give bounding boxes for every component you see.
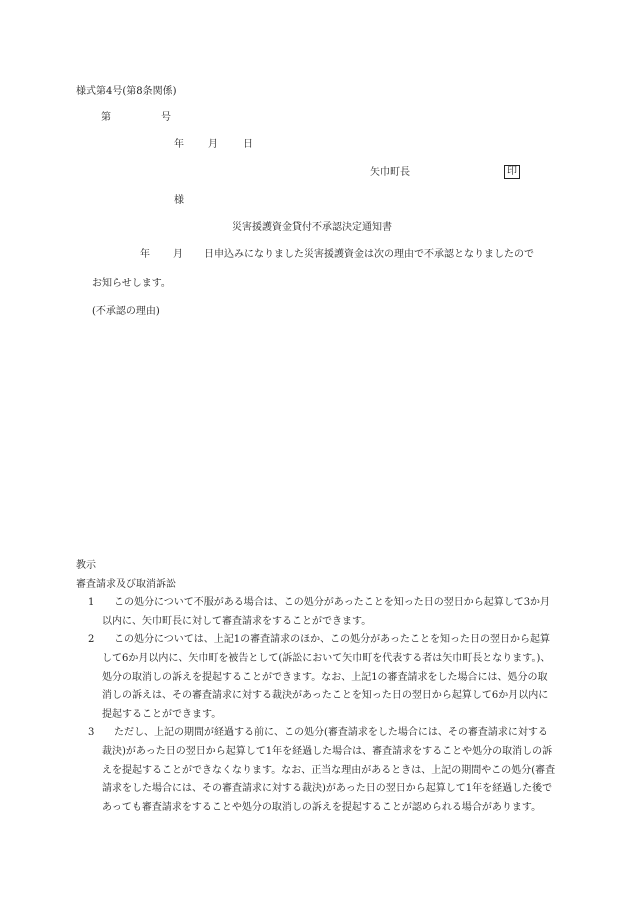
instruction-number: 3 <box>88 727 95 739</box>
instruction-number: 2 <box>88 634 95 646</box>
instruction-item-2 <box>76 631 556 724</box>
instructions-section <box>76 557 556 817</box>
document-number-prefix: 第 <box>101 112 111 123</box>
instructions-heading: 教示 <box>76 560 96 571</box>
instruction-text: ただし、上記の期間が経過する前に、この処分(審査請求をした場合には、その審査請求に対する裁決)があった日の翌日から起算して1年を経過した場合は、審査請求をすることや処分の取消しの訴えを提起することができなくなります。なお、正当な理由があるときは、上記の期間やこの処分(審査請求をした場合には、その審査請求に対する裁決)があった日の翌日から起算して1年を経過した後であっても審査請求をすることや処分の取消しの訴えを提起することが認められる場合があります。 <box>102 727 556 813</box>
date-day: 日 <box>243 139 253 150</box>
reason-heading: (不承認の理由) <box>92 306 160 317</box>
body-sentence-line1: 日申込みになりました災害援護資金は次の理由で不承認となりましたので <box>204 249 534 260</box>
instruction-text: この処分について不服がある場合は、この処分があったことを知った日の翌日から起算して3か月以内に、矢巾町長に対して審査請求をすることができます。 <box>102 597 551 627</box>
date-month: 月 <box>208 139 218 150</box>
instruction-text: この処分については、上記1の審査請求のほか、この処分があったことを知った日の翌日から起算して6か月以内に、矢巾町を被告として(訴訟において矢巾町を代表する者は矢巾町長となります。)、処分の取消しの訴えを提起することができます。なお、上記1の審査請求をした場合には、処分の取消しの訴えは、その審査請求に対する裁決があったことを知った日の翌日から起算して6か月以内に提起することができます。 <box>102 634 551 720</box>
document-number-suffix: 号 <box>161 112 171 123</box>
body-month: 月 <box>173 249 183 260</box>
document-title: 災害援護資金貸付不承認決定通知書 <box>232 222 392 233</box>
instruction-item-3 <box>76 724 556 817</box>
seal-label: 印 <box>504 165 520 179</box>
instruction-item-1 <box>76 594 556 631</box>
body-year: 年 <box>140 249 150 260</box>
date-year: 年 <box>174 139 184 150</box>
instruction-number: 1 <box>88 597 95 609</box>
seal-mark <box>504 165 520 179</box>
instructions-subheading: 審査請求及び取消訴訟 <box>76 578 176 590</box>
form-number-title: 様式第4号(第8条関係) <box>76 86 177 97</box>
issuer-name: 矢巾町長 <box>370 167 410 178</box>
body-sentence-line2: お知らせします。 <box>92 278 171 289</box>
addressee-suffix: 様 <box>174 195 184 206</box>
